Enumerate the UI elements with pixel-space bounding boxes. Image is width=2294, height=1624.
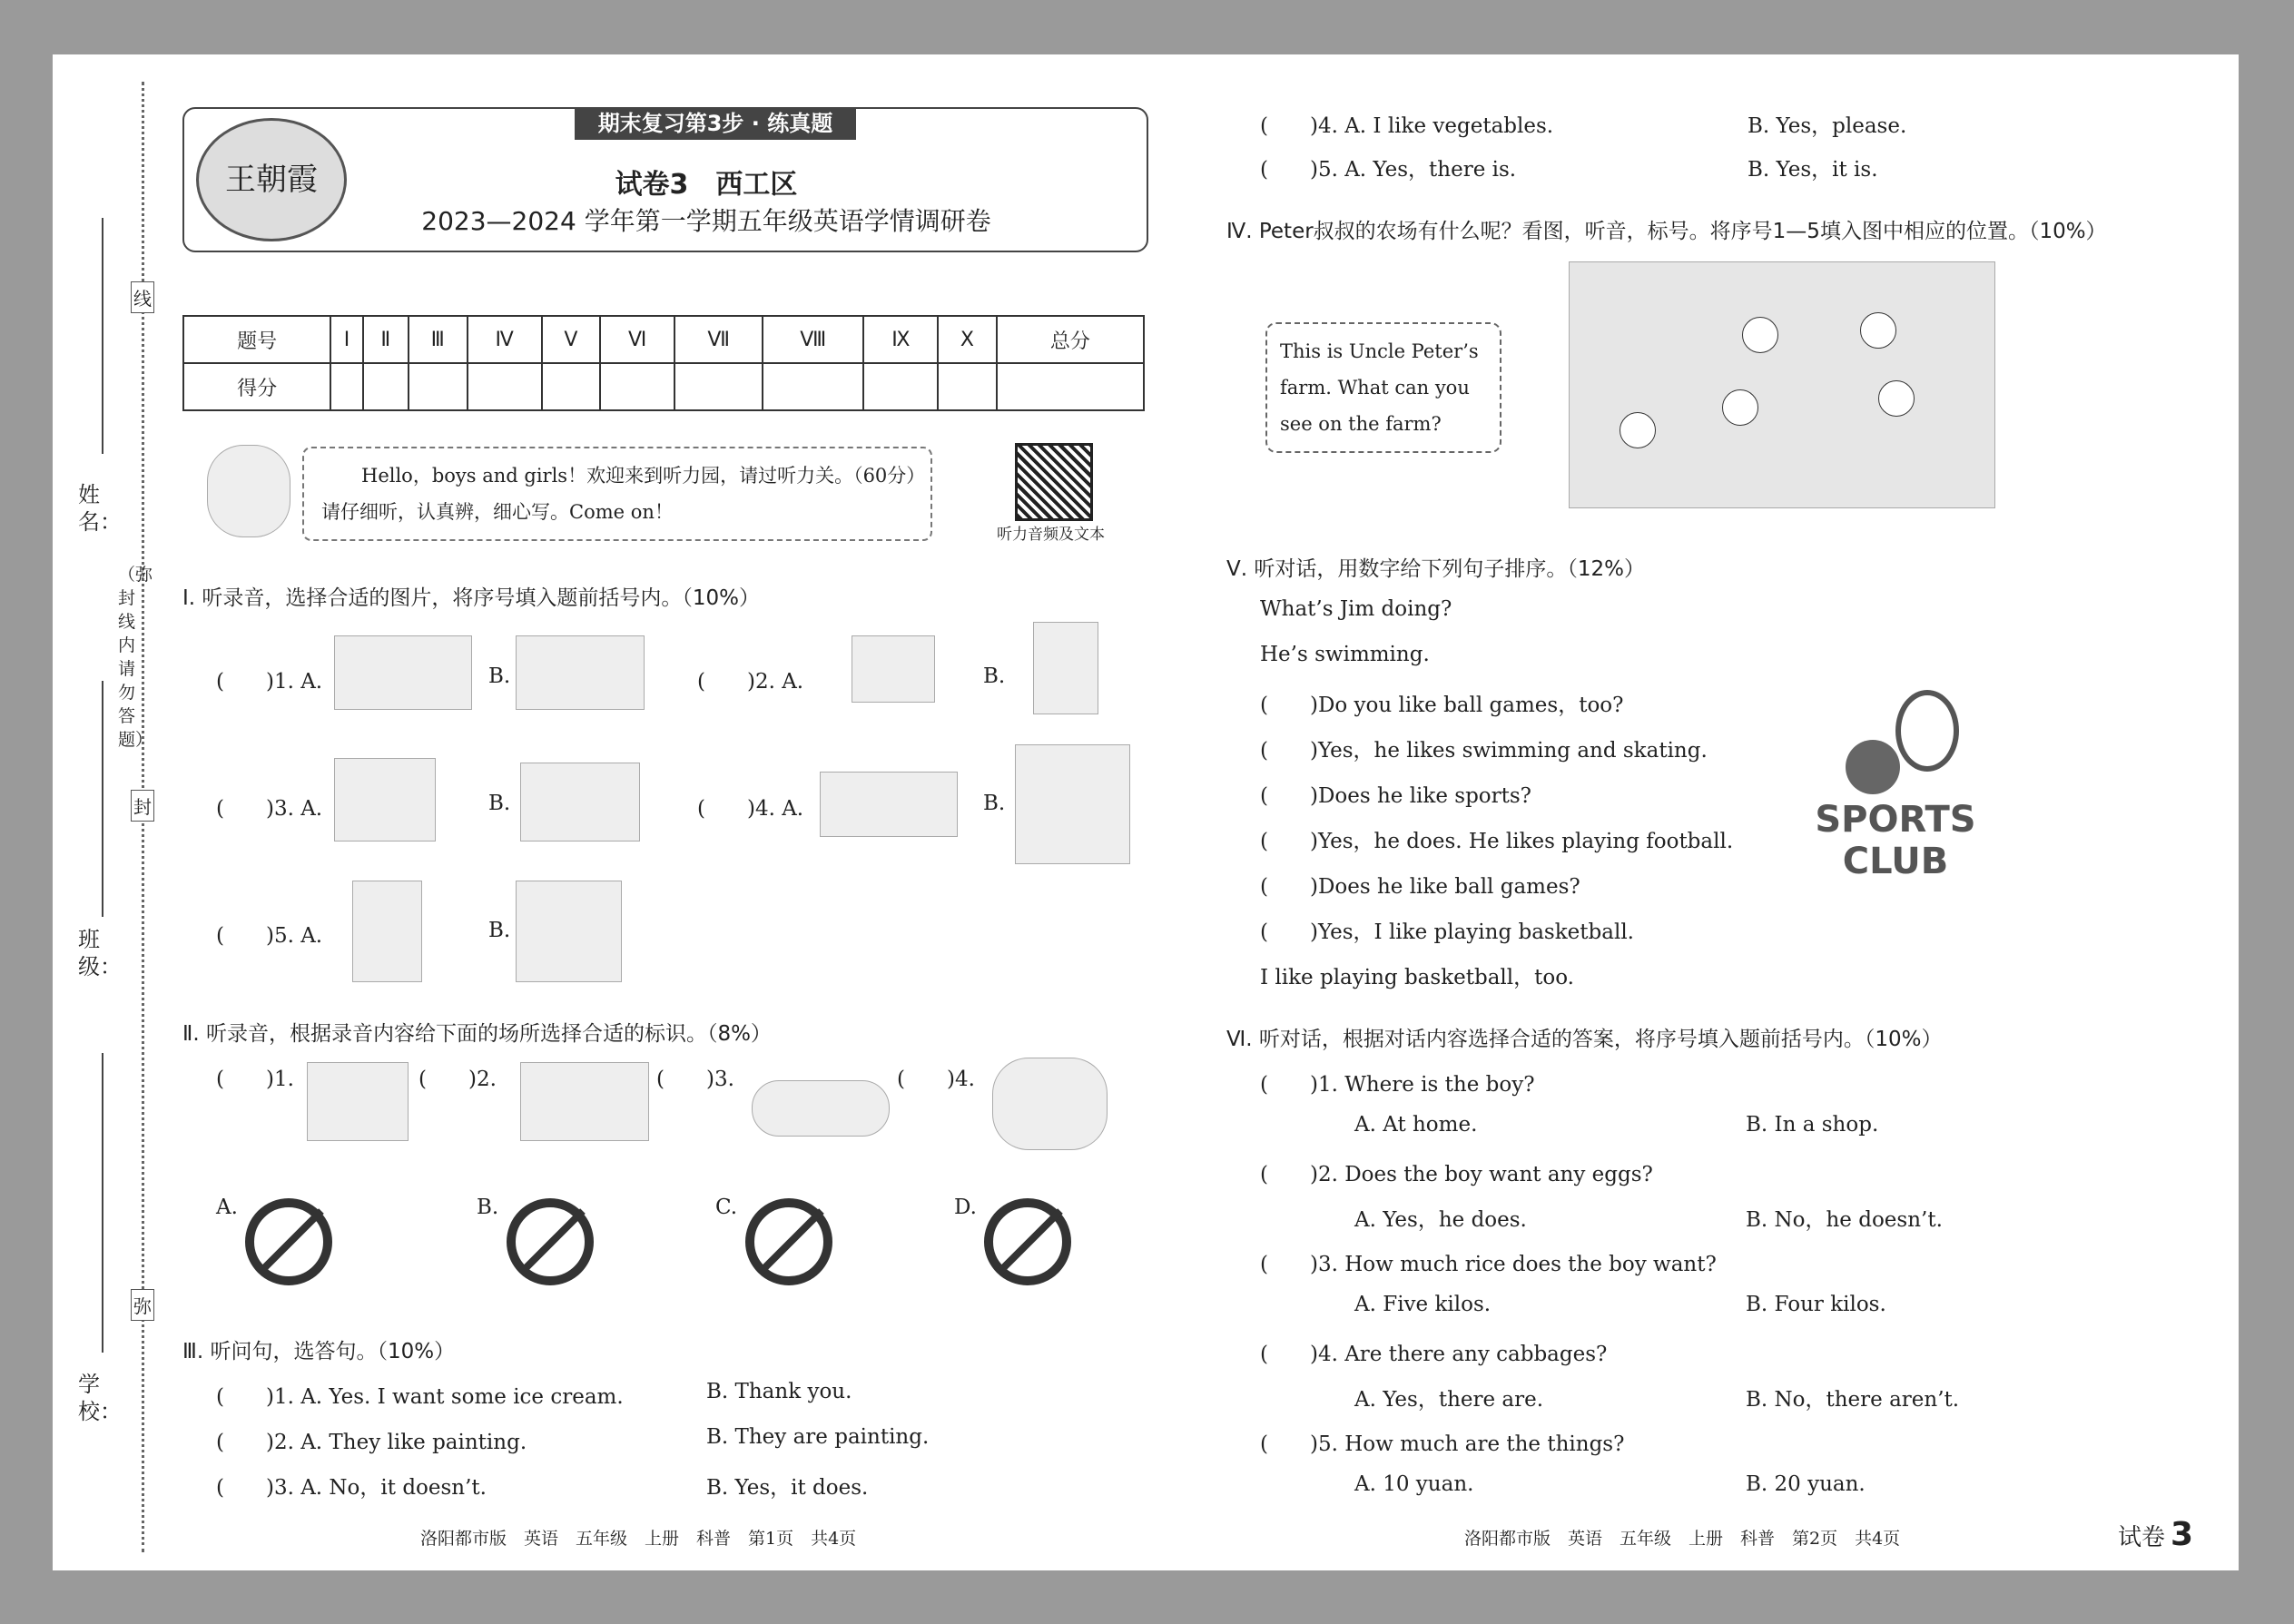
footer-right: 洛阳都市版 英语 五年级 上册 科普 第2页 共4页 — [1464, 1529, 1901, 1549]
s2-q1: ( )1. — [216, 1068, 294, 1091]
name-label: 姓名： — [78, 482, 122, 535]
score-header-cell: Ⅲ — [409, 316, 468, 363]
s1-q4b: B. — [983, 792, 1006, 815]
score-input-cell[interactable] — [409, 363, 468, 410]
s1-q5b: B. — [488, 919, 511, 942]
s6-q4a: A. Yes，there are. — [1354, 1388, 1544, 1412]
s6-q5a: A. 10 yuan. — [1354, 1472, 1474, 1496]
score-header-cell: Ⅹ — [938, 316, 996, 363]
s4-heading: Ⅳ. Peter叔叔的农场有什么呢？看图，听音，标号。将序号1—5填入图中相应的位置。（10%） — [1226, 220, 2107, 243]
intro-line1: Hello，boys and girls！欢迎来到听力园，请过听力关。（60分） — [361, 465, 926, 487]
s6-q5: ( )5. How much are the things? — [1260, 1432, 1625, 1456]
ball-icon — [1846, 740, 1900, 794]
s3-q1b: B. Thank you. — [706, 1380, 852, 1403]
score-header-cell: Ⅵ — [600, 316, 674, 363]
s1-q5a: ( )5. A. — [216, 924, 323, 948]
s5-line2: He’s swimming. — [1260, 643, 1430, 666]
s2-optA: A. — [216, 1196, 238, 1219]
club-word-1: SPORTS — [1815, 799, 1976, 841]
s3-q4a: ( )4. A. I like vegetables. — [1260, 114, 1554, 138]
answer-circle-2[interactable] — [1860, 312, 1896, 349]
farm-image — [1569, 261, 1995, 508]
s2-q4: ( )4. — [897, 1068, 975, 1091]
score-input-cell[interactable] — [763, 363, 863, 410]
s1-heading: Ⅰ. 听录音，选择合适的图片，将序号填入题前括号内。（10%） — [182, 586, 761, 610]
side-note: （弥封线内请勿答题） — [118, 565, 153, 750]
s6-q1: ( )1. Where is the boy? — [1260, 1073, 1535, 1097]
no-skating-sign-icon — [507, 1198, 594, 1285]
answer-circle-1[interactable] — [1742, 317, 1778, 353]
qr-code[interactable] — [1015, 443, 1093, 521]
s6-q2b: B. No，he doesn’t. — [1746, 1208, 1943, 1232]
bubble-line2: farm. What can you — [1280, 377, 1470, 399]
s6-q3: ( )3. How much rice does the boy want? — [1260, 1253, 1717, 1276]
s6-q1a: A. At home. — [1354, 1113, 1478, 1137]
no-pets-sign-icon — [245, 1198, 332, 1285]
answer-circle-3[interactable] — [1722, 389, 1758, 426]
s6-q4: ( )4. Are there any cabbages? — [1260, 1343, 1608, 1366]
paper-title: 试卷3 西工区 — [615, 169, 798, 201]
s3-q2a: ( )2. A. They like painting. — [216, 1431, 527, 1454]
s6-q3b: B. Four kilos. — [1746, 1293, 1886, 1316]
class-label: 班级： — [78, 927, 122, 979]
s1-q1a: ( )1. A. — [216, 670, 323, 694]
score-input-cell[interactable] — [674, 363, 763, 410]
computer-image — [520, 763, 640, 842]
answer-circle-4[interactable] — [1620, 412, 1656, 448]
paper-subtitle: 2023—2024 学年第一学期五年级英语学情调研卷 — [421, 206, 991, 236]
girl-cartoon — [207, 445, 290, 537]
school-label: 学校： — [78, 1372, 122, 1424]
qr-caption: 听力音频及文本 — [997, 526, 1105, 544]
score-header-cell: Ⅴ — [542, 316, 600, 363]
racket-icon — [1895, 690, 1959, 772]
stadium-image — [752, 1080, 890, 1137]
park-image — [992, 1058, 1108, 1150]
paper-label-num: 3 — [2171, 1516, 2194, 1553]
score-header-cell: 总分 — [997, 316, 1144, 363]
score-header-cell: Ⅷ — [763, 316, 863, 363]
s3-q5a: ( )5. A. Yes，there is. — [1260, 158, 1517, 182]
score-input-cell[interactable] — [863, 363, 938, 410]
tv-image — [334, 758, 436, 842]
bubble-line3: see on the farm? — [1280, 413, 1442, 435]
s5-line1: What’s Jim doing? — [1260, 597, 1452, 621]
score-header-cell: Ⅳ — [468, 316, 542, 363]
answer-circle-5[interactable] — [1878, 380, 1915, 417]
s2-q3: ( )3. — [656, 1068, 734, 1091]
tennis-image — [1015, 744, 1130, 864]
s5-line5: ( )Does he like sports? — [1260, 784, 1532, 808]
s1-q3a: ( )3. A. — [216, 797, 323, 821]
paper-label — [2118, 1516, 2193, 1553]
score-header-cell: 题号 — [183, 316, 330, 363]
no-walking-sign-icon — [745, 1198, 832, 1285]
score-input-cell[interactable] — [468, 363, 542, 410]
s6-heading: Ⅵ. 听对话，根据对话内容选择合适的答案，将序号填入题前括号内。（10%） — [1226, 1028, 1943, 1051]
s5-line9: I like playing basketball，too. — [1260, 966, 1574, 989]
side-feng: 封 — [131, 790, 154, 822]
s5-line8: ( )Yes，I like playing basketball. — [1260, 920, 1634, 944]
logo-text: 王朝霞 — [225, 162, 318, 198]
s5-line3: ( )Do you like ball games，too? — [1260, 694, 1624, 717]
class-line[interactable] — [102, 681, 103, 917]
score-input-cell[interactable] — [997, 363, 1144, 410]
s2-optB: B. — [477, 1196, 499, 1219]
score-input-cell[interactable] — [542, 363, 600, 410]
s5-line6: ( )Yes，he does. He likes playing football. — [1260, 830, 1734, 853]
s3-q5b: B. Yes，it is. — [1748, 158, 1878, 182]
club-word-2: CLUB — [1842, 841, 1949, 882]
side-xian: 线 — [131, 281, 154, 313]
score-header-cell: Ⅰ — [330, 316, 362, 363]
exam-sheet — [53, 54, 2239, 1570]
milk-image — [1033, 622, 1098, 714]
side-mi: 弥 — [131, 1289, 154, 1321]
cup-image — [852, 635, 935, 703]
s3-heading: Ⅲ. 听问句，选答句。（10%） — [182, 1340, 456, 1363]
school-line[interactable] — [102, 1053, 103, 1353]
fishing-boy-image — [516, 881, 622, 982]
s6-q2: ( )2. Does the boy want any eggs? — [1260, 1163, 1653, 1186]
s1-q2a: ( )2. A. — [697, 670, 804, 694]
s3-q3b: B. Yes，it does. — [706, 1476, 869, 1500]
intro-line2: 请仔细听，认真辨，细心写。Come on！ — [321, 501, 674, 523]
s2-heading: Ⅱ. 听录音，根据录音内容给下面的场所选择合适的标识。（8%） — [182, 1022, 772, 1046]
score-table — [182, 315, 1145, 411]
score-header-cell: Ⅶ — [674, 316, 763, 363]
s2-optC: C. — [715, 1196, 738, 1219]
sofa-image — [334, 635, 472, 710]
bubble-line1: This is Uncle Peter’s — [1280, 340, 1479, 362]
s1-q3b: B. — [488, 792, 511, 815]
score-input-cell[interactable] — [938, 363, 996, 410]
footer-left: 洛阳都市版 英语 五年级 上册 科普 第1页 共4页 — [420, 1529, 857, 1549]
score-header-cell: Ⅸ — [863, 316, 938, 363]
s6-q4b: B. No，there aren’t. — [1746, 1388, 1960, 1412]
sports-club-logo — [1777, 690, 2013, 899]
paper-label-text: 试卷 — [2118, 1524, 2166, 1551]
s1-q1b: B. — [488, 664, 511, 688]
score-input-cell[interactable] — [330, 363, 362, 410]
s3-q2b: B. They are painting. — [706, 1425, 930, 1449]
score-input-cell[interactable] — [600, 363, 674, 410]
s6-q1b: B. In a shop. — [1746, 1113, 1879, 1137]
s1-q4a: ( )4. A. — [697, 797, 804, 821]
score-label-cell: 得分 — [183, 363, 330, 410]
banner: 期末复习第3步 · 练真题 — [575, 107, 856, 140]
no-littering-sign-icon — [984, 1198, 1071, 1285]
cinema-image — [307, 1062, 409, 1141]
pingpong-image — [820, 772, 958, 837]
s6-q5b: B. 20 yuan. — [1746, 1472, 1866, 1496]
s5-line7: ( )Does he like ball games? — [1260, 875, 1580, 899]
s3-q3a: ( )3. A. No，it doesn’t. — [216, 1476, 487, 1500]
s2-q2: ( )2. — [418, 1068, 497, 1091]
s6-q3a: A. Five kilos. — [1354, 1293, 1492, 1316]
s5-line4: ( )Yes，he likes swimming and skating. — [1260, 739, 1708, 763]
s2-optD: D. — [954, 1196, 977, 1219]
s3-q4b: B. Yes，please. — [1748, 114, 1907, 138]
name-line[interactable] — [102, 218, 103, 454]
s5-heading: Ⅴ. 听对话，用数字给下列句子排序。（12%） — [1226, 557, 1645, 581]
s6-q2a: A. Yes，he does. — [1354, 1208, 1527, 1232]
s3-q1a: ( )1. A. Yes. I want some ice cream. — [216, 1385, 624, 1409]
office-image — [520, 1062, 649, 1141]
s1-q2b: B. — [983, 664, 1006, 688]
score-input-cell[interactable] — [363, 363, 409, 410]
score-header-cell: Ⅱ — [363, 316, 409, 363]
camera-boy-image — [352, 881, 422, 982]
bed-image — [516, 635, 645, 710]
